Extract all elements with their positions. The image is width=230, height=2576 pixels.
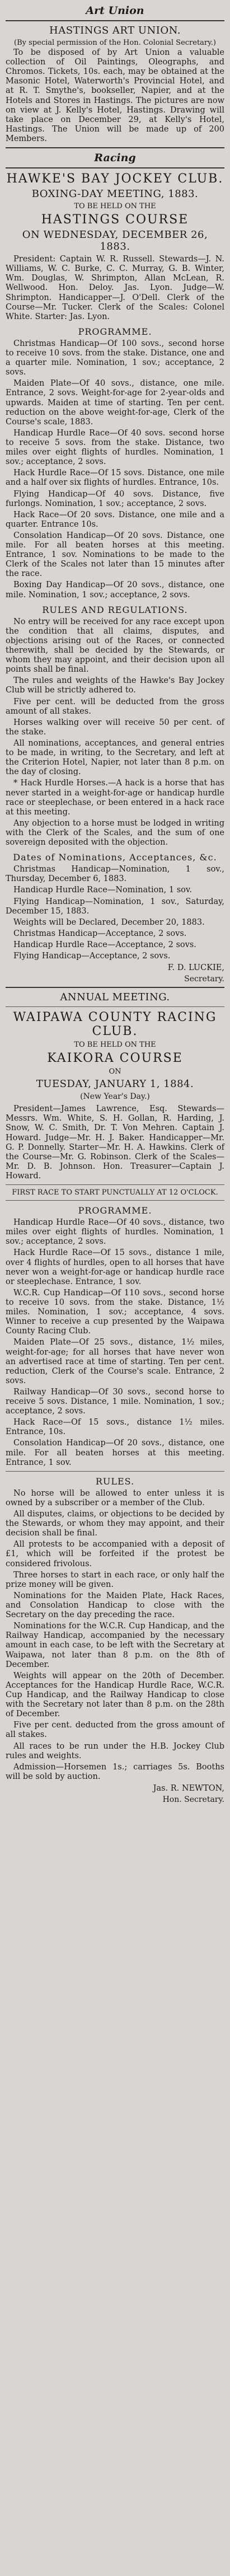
hbjc-rule-item: No entry will be received for any race except upon the condition that all claims, disputes, and objections arising out of the Races, or connected therewith, shall be decided by the Stewards, or whom they may appoint, and their decision upon all points shall be final. (6, 617, 224, 675)
hbjc-to-be-held: TO BE HELD ON THE (74, 202, 156, 211)
waipawa-rule-item: No horse will be allowed to enter unless it is owned by a subscriber or a member of the Club. (6, 1488, 224, 1507)
waipawa-rules-heading: RULES. (95, 1476, 135, 1487)
hbjc-programme-item: Consolation Handicap—Of 20 sovs. Distance, one mile. For all beaten horses at this meeting. Entrance, 1 sov. Nominations to be made to the Clerk of the Scales not later than 15 minutes after the race. (6, 531, 224, 579)
art-union-section-header: Art Union (86, 4, 144, 17)
hbjc-date-item: Christmas Handicap—Acceptance, 2 sovs. (13, 929, 187, 938)
hbjc-date-item: Weights will be Declared, December 20, 1883. (13, 917, 205, 927)
divider (6, 1184, 224, 1185)
hbjc-signature-title: Secretary. (184, 975, 224, 984)
divider (6, 1006, 224, 1007)
waipawa-on: ON (109, 1067, 121, 1076)
hbjc-programme-item: Hack Race—Of 20 sovs. Distance, one mile and a quarter. Entrance 10s. (6, 510, 224, 529)
waipawa-programme-item: Consolation Handicap—Of 20 sovs., distance, one mile. For all beaten horses at this meeting. Entrance, 1 sov. (6, 1439, 224, 1467)
hbjc-rule-item: * Hack Hurdle Horses.—A hack is a horse that has never started in a weight-for-age or handicap hurdle race or steeplechase, or been entered in a hack race at this meeting. (6, 779, 224, 817)
hbjc-rule-item: All nominations, acceptances, and general entries to be made, in writing, to the Secretary, and left at the Criterion Hotel, Napier, not later than 8 p.m. on the day of closing. (6, 739, 224, 777)
hbjc-dates-list (6, 865, 224, 961)
hbjc-programme-heading: PROGRAMME. (78, 326, 152, 337)
waipawa-date-line: TUESDAY, JANUARY 1, 1884. (36, 1078, 194, 1090)
hbjc-programme-item: Handicap Hurdle Race—Of 40 sovs. second horse to receive 5 sovs. from the stake. Distance, two miles over eight flights of hurdles. Nomination, 1 sov.; acceptance, 2 sovs. (6, 428, 224, 467)
waipawa-signature: Jas. R. NEWTON, (153, 1783, 224, 1793)
hbjc-programme-item: Boxing Day Handicap—Of 20 sovs., distance, one mile. Nomination, 1 sov.; acceptance, 2 sovs. (6, 580, 224, 599)
waipawa-rule-item: All protests to be accompanied with a deposit of £1, which will be forfeited if the protest be considered frivolous. (6, 1540, 224, 1568)
waipawa-programme-heading: PROGRAMME. (78, 1205, 152, 1216)
hbjc-rule-item: Five per cent. will be deducted from the gross amount of all stakes. (6, 697, 224, 716)
waipawa-annual-meeting: ANNUAL MEETING. (60, 991, 170, 1004)
hbjc-signature: F. D. LUCKIE, (167, 963, 224, 973)
hbjc-dates-heading: Dates of Nominations, Acceptances, &c. (13, 852, 217, 863)
divider (6, 147, 224, 148)
waipawa-officers: President—James Lawrence, Esq. Stewards—Messrs. Wm. White, S. H. Gollan, R. Harding, J. Snow, W. C. Smith, Dr. T. Von Mehren. Captain J. Howard. Judge—Mr. H. J. Baker. Handicapper—Mr. G. P. Donnelly. Starter—Mr. H. A. Hawkins. Clerk of the Course—Mr. G. Robinson. Clerk of the Scales—Mr. D. B. Johnson. Hon. Treasurer—Captain J. Howard. (6, 1104, 224, 1181)
waipawa-rule-item: Admission—Horsemen 1s.; carriages 5s. Booths will be sold by auction. (6, 1762, 224, 1781)
hbjc-rule-item: The rules and weights of the Hawke's Bay Jockey Club will be strictly adhered to. (6, 676, 224, 695)
hbjc-date-line: ON WEDNESDAY, DECEMBER 26, 1883. (22, 229, 208, 253)
divider (6, 987, 224, 988)
waipawa-programme-item: Maiden Plate—Of 25 sovs., distance, 1½ miles, weight-for-age; for all horses that have never won an advertised race at time of starting. Ten per cent. reduction, Clerk of the Course's scale. Entrance, 2 sovs. (6, 1338, 224, 1385)
waipawa-start-note: FIRST RACE TO START PUNCTUALLY AT 12 O'CLOCK. (12, 1188, 218, 1197)
waipawa-rule-item: Five per cent. deducted from the gross amount of all stakes. (6, 1721, 224, 1740)
divider (6, 1471, 224, 1472)
art-union-body: To be disposed of by Art Union a valuable collection of Oil Paintings, Oleographs, and Chromos. Tickets, 10s. each, may be obtained at the Masonic Hotel, Waterworth's Provincial Hotel, and at R. T. Smythe's, bookseller, Napier, and at the Hotels and Stores in Hastings. The pictures are now on view at J. Kelly's Hotel, Hastings. Drawing will take place on December 29, at Kelly's Hotel, Hastings. The Union will be made up of 200 Members. (6, 48, 224, 143)
racing-section-header: Racing (94, 152, 136, 165)
hbjc-programme-item: Hack Hurdle Race—Of 15 sovs. Distance, one mile and a half over six flights of hurdles. Entrance, 10s. (6, 469, 224, 488)
waipawa-signature-title: Hon. Secretary. (162, 1795, 224, 1804)
waipawa-rule-item: All disputes, claims, or objections to be decided by the Stewards, or whom they may appoint, and their decision shall be final. (6, 1510, 224, 1538)
divider (6, 1200, 224, 1201)
waipawa-to-be-held: TO BE HELD ON THE (74, 1041, 156, 1050)
hbjc-programme-item: Flying Handicap—Of 40 sovs. Distance, five furlongs. Nomination, 1 sov.; acceptance, 2 sovs. (6, 489, 224, 508)
waipawa-date-note: (New Year's Day.) (80, 1092, 150, 1102)
hbjc-programme-item: Maiden Plate—Of 40 sovs., distance, one mile. Entrance, 2 sovs. Weight-for-age for 2-year-olds and upwards. Maiden at time of starting. Ten per cent. reduction on the above weight-for-age, Clerk of the Course's scale, 1883. (6, 379, 224, 427)
hbjc-date-item: Flying Handicap—Acceptance, 2 sovs. (13, 952, 171, 961)
waipawa-programme-list (6, 1218, 224, 1468)
hbjc-date-item: Christmas Handicap—Nomination, 1 sov., Thursday, December 6, 1883. (6, 865, 224, 884)
art-union-permission: (By special permission of the Hon. Colonial Secretary.) (14, 39, 216, 47)
hbjc-date-item: Flying Handicap—Nomination, 1 sov., Saturday, December 15, 1883. (6, 897, 224, 916)
waipawa-programme-item: Handicap Hurdle Race—Of 40 sovs., distance, two miles over eight flights of hurdles. Nomination, 1 sov.; acceptance, 2 sovs. (6, 1218, 224, 1247)
hbjc-course-title: HASTINGS COURSE (41, 213, 189, 227)
divider (6, 20, 224, 21)
waipawa-rule-item: Nominations for the W.C.R. Cup Handicap, and the Railway Handicap, accompanied by the necessary amount in each case, to be left with the Secretary at Waipawa, not later than 8 p.m. on the 8th of December. (6, 1622, 224, 1669)
waipawa-programme-item: Hack Hurdle Race—Of 15 sovs., distance 1 mile, over 4 flights of hurdles, open to all horses that have never won a weight-for-age or handicap hurdle race or steeplechase. Entrance, 1 sov. (6, 1248, 224, 1286)
waipawa-title: WAIPAWA COUNTY RACING CLUB. (13, 1010, 217, 1039)
hbjc-programme-list (6, 339, 224, 600)
waipawa-programme-item: Railway Handicap—Of 30 sovs., second horse to receive 5 sovs. Distance, 1 mile. Nomination, 1 sov.; acceptance, 2 sovs. (6, 1387, 224, 1416)
hbjc-rule-item: Horses walking over will receive 50 per cent. of the stake. (6, 718, 224, 737)
waipawa-rule-item: Three horses to start in each race, or only half the prize money will be given. (6, 1570, 224, 1589)
waipawa-course-title: KAIKORA COURSE (47, 1051, 183, 1066)
waipawa-rule-item: All races to be run under the H.B. Jockey Club rules and weights. (6, 1741, 224, 1760)
waipawa-programme-item: Hack Race—Of 15 sovs., distance 1½ miles. Entrance, 10s. (6, 1418, 224, 1437)
waipawa-programme-item: W.C.R. Cup Handicap—Of 110 sovs., second horse to receive 10 sovs. from the stake. Distance, 1½ miles. Nomination, 1 sov.; acceptance, 4 sovs. Winner to receive a cup presented by the Waipawa County Racing Club. (6, 1288, 224, 1336)
art-union-title: HASTINGS ART UNION. (49, 25, 181, 36)
hbjc-officers: President: Captain W. R. Russell. Stewards—J. N. Williams, W. C. Burke, C. C. Murray, G. B. Winter, Wm. Douglas, W. Shrimpton, Allan McLean, R. Wellwood. Hon. Deloy. Jas. Lyon. Judge—W. Shrimpton. Handicapper—J. O'Dell. Clerk of the Course—Mr. Tucker. Clerk of the Scales: Colonel White. Starter: Jas. Lyon. (6, 255, 224, 321)
hbjc-rules-list (6, 617, 224, 848)
hbjc-meeting-title: BOXING-DAY MEETING, 1883. (31, 188, 199, 200)
divider (6, 167, 224, 168)
hbjc-rule-item: Any objection to a horse must be lodged in writing with the Clerk of the Scales, and the sum of one sovereign deposited with the objection. (6, 818, 224, 847)
hbjc-programme-item: Christmas Handicap—Of 100 sovs., second horse to receive 10 sovs. from the stake. Distance, one and a quarter mile. Nomination, 1 sov.; acceptance, 2 sovs. (6, 339, 224, 377)
waipawa-rule-item: Nominations for the Maiden Plate, Hack Races, and Consolation Handicap to close with the Secretary on the day preceding the race. (6, 1591, 224, 1620)
waipawa-rules-list (6, 1489, 224, 1782)
hbjc-rules-heading: RULES AND REGULATIONS. (42, 604, 188, 615)
waipawa-rule-item: Weights will appear on the 20th of December. Acceptances for the Handicap Hurdle Race, W.C.R. Cup Handicap, and the Railway Handicap to close with the Secretary not later than 8 p.m. on the 28th of December. (6, 1671, 224, 1719)
hbjc-date-item: Handicap Hurdle Race—Nomination, 1 sov. (13, 886, 192, 895)
hbjc-title: HAWKE'S BAY JOCKEY CLUB. (6, 172, 224, 186)
hbjc-date-item: Handicap Hurdle Race—Acceptance, 2 sovs. (13, 940, 196, 949)
